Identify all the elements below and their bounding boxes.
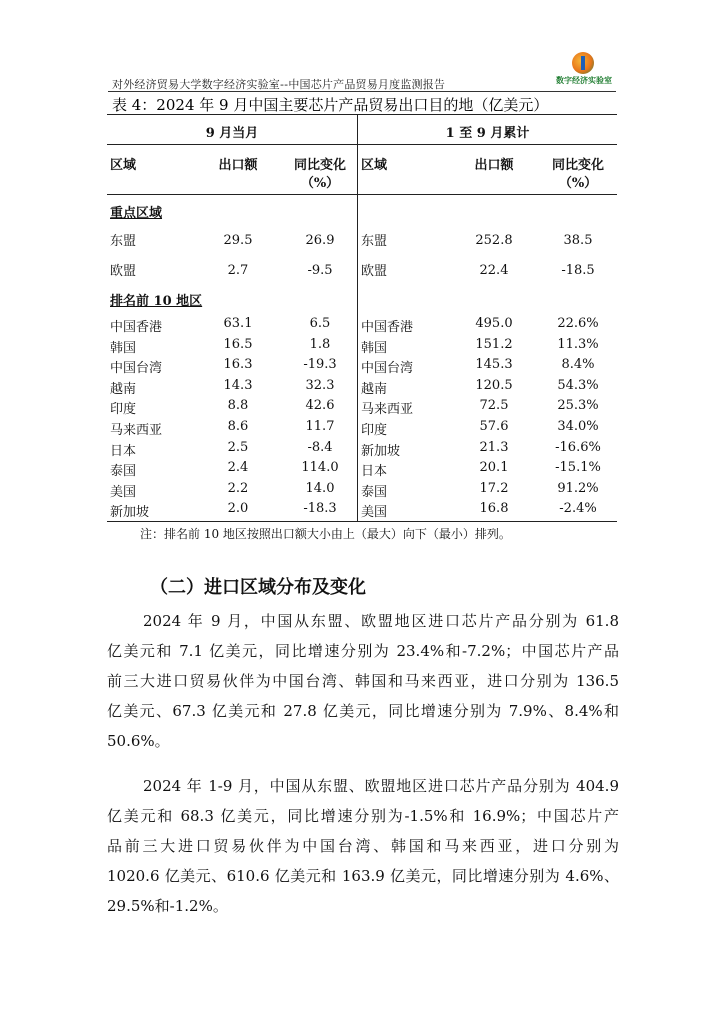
section-key-regions: 重点区域 xyxy=(110,206,163,221)
col-yoy-unit-right: （%） xyxy=(558,176,598,191)
export-cell: 22.4 xyxy=(479,263,509,278)
export-cell: 57.6 xyxy=(479,419,509,434)
region-cell: 欧盟 xyxy=(361,264,388,279)
paragraph-line: 亿美元和 68.3 亿美元，同比增速分别为-1.5%和 16.9%；中国芯片产 xyxy=(107,807,619,825)
yoy-cell: 38.5 xyxy=(563,233,593,248)
paragraph-line: 50.6%。 xyxy=(107,732,170,750)
yoy-cell: 114.0 xyxy=(301,460,339,475)
export-cell: 8.6 xyxy=(227,419,249,434)
region-cell: 越南 xyxy=(110,382,137,397)
region-cell: 美国 xyxy=(361,505,388,520)
region-cell: 印度 xyxy=(361,423,388,438)
paragraph-2 xyxy=(107,771,619,921)
table-top-border xyxy=(107,114,617,115)
export-cell: 14.3 xyxy=(223,378,253,393)
col-export-left: 出口额 xyxy=(218,158,258,173)
logo-text: 数字经济实验室 xyxy=(556,76,612,85)
yoy-cell: -18.3 xyxy=(303,501,337,516)
section-top10: 排名前 10 地区 xyxy=(110,294,203,309)
yoy-cell: -2.4% xyxy=(559,501,597,516)
col-yoy-right: 同比变化 xyxy=(551,158,604,173)
running-header: 对外经济贸易大学数字经济实验室--中国芯片产品贸易月度监测报告 xyxy=(112,78,446,91)
yoy-cell: 91.2% xyxy=(557,481,599,496)
paragraph-line: 亿美元和 7.1 亿美元，同比增速分别为 23.4%和-7.2%；中国芯片产品 xyxy=(107,642,619,660)
globe-icon xyxy=(572,52,594,74)
header-divider xyxy=(108,91,616,92)
export-cell: 2.0 xyxy=(227,501,249,516)
paragraph-line: 2024 年 1-9 月，中国从东盟、欧盟地区进口芯片产品分别为 404.9 xyxy=(143,777,619,795)
region-cell: 泰国 xyxy=(110,464,137,479)
col-region-left: 区域 xyxy=(110,158,137,173)
paragraph-1 xyxy=(107,606,619,756)
region-cell: 东盟 xyxy=(361,234,388,249)
export-cell: 72.5 xyxy=(479,398,509,413)
table-group-divider xyxy=(107,144,617,145)
yoy-cell: -15.1% xyxy=(555,460,601,475)
export-cell: 21.3 xyxy=(479,440,509,455)
group-header-ytd: 1 至 9 月累计 xyxy=(445,126,530,141)
region-cell: 马来西亚 xyxy=(361,402,414,417)
col-region-right: 区域 xyxy=(361,158,388,173)
yoy-cell: 42.6 xyxy=(305,398,335,413)
export-cell: 16.3 xyxy=(223,357,253,372)
export-cell: 2.5 xyxy=(227,440,249,455)
table-center-divider xyxy=(357,194,358,521)
yoy-cell: -8.4 xyxy=(307,440,333,455)
export-cell: 63.1 xyxy=(223,316,253,331)
export-cell: 2.4 xyxy=(227,460,249,475)
region-cell: 新加坡 xyxy=(110,505,150,520)
paragraph-line: 1020.6 亿美元、610.6 亿美元和 163.9 亿美元，同比增速分别为 4.6%、 xyxy=(107,867,619,885)
yoy-cell: 6.5 xyxy=(309,316,331,331)
yoy-cell: -19.3 xyxy=(303,357,337,372)
paragraph-line: 29.5%和-1.2%。 xyxy=(107,897,228,915)
yoy-cell: 54.3% xyxy=(557,378,599,393)
region-cell: 韩国 xyxy=(110,341,137,356)
table-note: 注：排名前 10 地区按照出口额大小由上（最大）向下（最小）排列。 xyxy=(140,527,511,541)
region-cell: 中国台湾 xyxy=(110,361,163,376)
yoy-cell: 34.0% xyxy=(557,419,599,434)
yoy-cell: 8.4% xyxy=(561,357,595,372)
yoy-cell: -9.5 xyxy=(307,263,333,278)
region-cell: 马来西亚 xyxy=(110,423,163,438)
col-export-right: 出口额 xyxy=(474,158,514,173)
export-cell: 20.1 xyxy=(479,460,509,475)
region-cell: 欧盟 xyxy=(110,264,137,279)
col-yoy-left: 同比变化 xyxy=(293,158,346,173)
export-cell: 16.5 xyxy=(223,337,253,352)
region-cell: 中国香港 xyxy=(110,320,163,335)
export-cell: 145.3 xyxy=(475,357,513,372)
region-cell: 东盟 xyxy=(110,234,137,249)
export-cell: 2.2 xyxy=(227,481,249,496)
region-cell: 中国香港 xyxy=(361,320,414,335)
yoy-cell: -18.5 xyxy=(561,263,595,278)
region-cell: 越南 xyxy=(361,382,388,397)
export-cell: 8.8 xyxy=(227,398,249,413)
yoy-cell: 25.3% xyxy=(557,398,599,413)
yoy-cell: 1.8 xyxy=(309,337,331,352)
lab-logo xyxy=(556,50,618,88)
region-cell: 韩国 xyxy=(361,341,388,356)
region-cell: 日本 xyxy=(361,464,388,479)
region-cell: 新加坡 xyxy=(361,444,401,459)
yoy-cell: 11.7 xyxy=(305,419,335,434)
paragraph-line: 品前三大进口贸易伙伴为中国台湾、韩国和马来西亚，进口分别为 xyxy=(107,837,619,855)
paragraph-line: 2024 年 9 月，中国从东盟、欧盟地区进口芯片产品分别为 61.8 xyxy=(143,612,619,630)
region-cell: 日本 xyxy=(110,444,137,459)
export-cell: 120.5 xyxy=(475,378,513,393)
export-cell: 495.0 xyxy=(475,316,513,331)
col-yoy-unit-left: （%） xyxy=(300,176,340,191)
export-cell: 151.2 xyxy=(475,337,513,352)
yoy-cell: -16.6% xyxy=(555,440,601,455)
table-bottom-border xyxy=(107,521,617,522)
region-cell: 泰国 xyxy=(361,485,388,500)
paragraph-line: 前三大进口贸易伙伴为中国台湾、韩国和马来西亚，进口分别为 136.5 xyxy=(107,672,619,690)
region-cell: 美国 xyxy=(110,485,137,500)
yoy-cell: 14.0 xyxy=(305,481,335,496)
section-heading: （二）进口区域分布及变化 xyxy=(150,577,366,598)
yoy-cell: 22.6% xyxy=(557,316,599,331)
table-header-divider xyxy=(107,194,617,195)
region-cell: 印度 xyxy=(110,402,137,417)
export-cell: 17.2 xyxy=(479,481,509,496)
export-cell: 252.8 xyxy=(475,233,513,248)
yoy-cell: 26.9 xyxy=(305,233,335,248)
region-cell: 中国台湾 xyxy=(361,361,414,376)
yoy-cell: 11.3% xyxy=(557,337,599,352)
yoy-cell: 32.3 xyxy=(305,378,335,393)
paragraph-line: 亿美元、67.3 亿美元和 27.8 亿美元，同比增速分别为 7.9%、8.4%和 xyxy=(107,702,619,720)
group-header-month: 9 月当月 xyxy=(205,126,259,141)
table-title: 表 4：2024 年 9 月中国主要芯片产品贸易出口目的地（亿美元） xyxy=(112,96,549,114)
export-cell: 2.7 xyxy=(227,263,249,278)
export-cell: 16.8 xyxy=(479,501,509,516)
export-cell: 29.5 xyxy=(223,233,253,248)
